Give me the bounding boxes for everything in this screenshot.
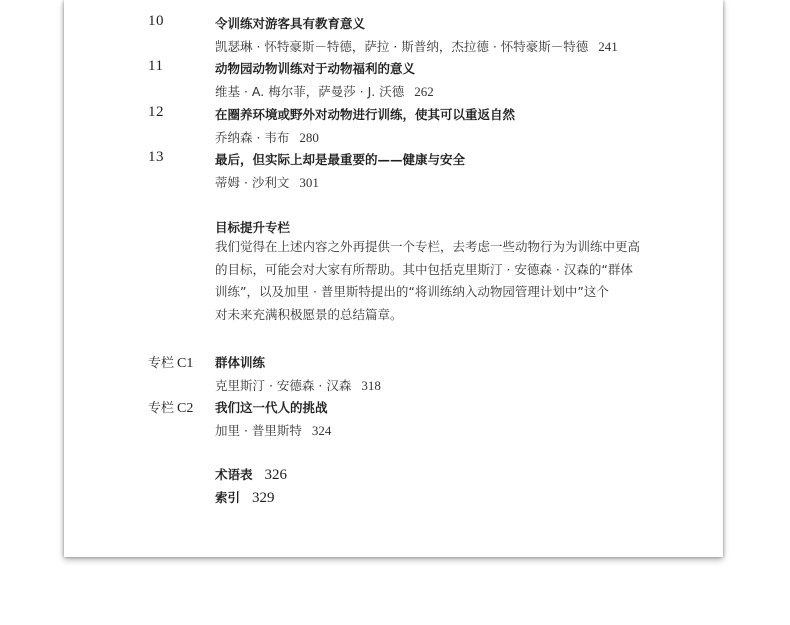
chapter-title: 动物园动物训练对于动物福利的意义 <box>215 61 416 76</box>
chapter-authors <box>215 128 319 146</box>
section-heading: 目标提升专栏 <box>215 220 291 235</box>
column-code: C2 <box>177 401 194 416</box>
description-line: 训练”，以及加里 · 普里斯特提出的“将训练纳入动物园管理计划中”这个 <box>215 284 609 299</box>
page-number: 324 <box>311 423 332 438</box>
chapter-authors <box>215 173 319 191</box>
chapter-number: 12 <box>148 104 164 120</box>
section-description <box>215 236 655 326</box>
chapter-authors <box>215 82 434 100</box>
chapter-number: 11 <box>148 58 164 74</box>
authors-text: 乔纳森 · 韦布 <box>215 130 290 145</box>
column-label <box>148 397 193 417</box>
chapter-authors <box>215 37 618 55</box>
back-matter-title: 索引 <box>215 490 241 505</box>
description-line: 我们觉得在上述内容之外再提供一个专栏，去考虑一些动物行为为训练中更高 <box>215 239 641 254</box>
toc-entry-glossary[interactable] <box>215 465 287 484</box>
authors-text: 克里斯汀 · 安德森 · 汉森 <box>215 378 352 393</box>
authors-text: 加里 · 普里斯特 <box>215 423 302 438</box>
column-code: C1 <box>177 356 194 371</box>
column-label-text: 专栏 <box>148 401 175 416</box>
page-number: 318 <box>361 378 381 393</box>
book-page <box>64 0 723 557</box>
column-label <box>148 352 193 372</box>
page-number: 262 <box>414 84 434 99</box>
column-authors <box>215 376 381 394</box>
chapter-number: 13 <box>148 149 164 165</box>
back-matter-title: 术语表 <box>215 467 253 482</box>
authors-text: 蒂姆 · 沙利文 <box>215 175 290 190</box>
page-number: 329 <box>252 490 275 506</box>
authors-text: 维基 · A. 梅尔菲，萨曼莎 · J. 沃德 <box>215 84 405 99</box>
chapter-title: 最后，但实际上却是最重要的——健康与安全 <box>215 152 466 167</box>
description-line: 对未来充满积极愿景的总结篇章。 <box>215 306 403 322</box>
chapter-title: 令训练对游客具有教育意义 <box>215 16 366 31</box>
column-title: 我们这一代人的挑战 <box>215 400 328 415</box>
page-number: 280 <box>299 130 319 145</box>
page-number: 241 <box>598 39 618 54</box>
authors-text: 凯瑟琳 · 怀特豪斯－特德，萨拉 · 斯普纳，杰拉德 · 怀特豪斯－特德 <box>215 39 589 54</box>
page-number: 326 <box>264 467 288 483</box>
chapter-title: 在圈养环境或野外对动物进行训练，使其可以重返自然 <box>215 107 516 122</box>
column-label-text: 专栏 <box>148 356 175 371</box>
toc-entry-index[interactable] <box>215 488 275 507</box>
column-title: 群体训练 <box>215 355 266 370</box>
chapter-number: 10 <box>148 13 164 29</box>
page-number: 301 <box>299 175 319 190</box>
column-authors <box>215 421 331 439</box>
description-line: 的目标，可能会对大家有所帮助。其中包括克里斯汀 · 安德森 · 汉森的“群体 <box>215 261 633 277</box>
